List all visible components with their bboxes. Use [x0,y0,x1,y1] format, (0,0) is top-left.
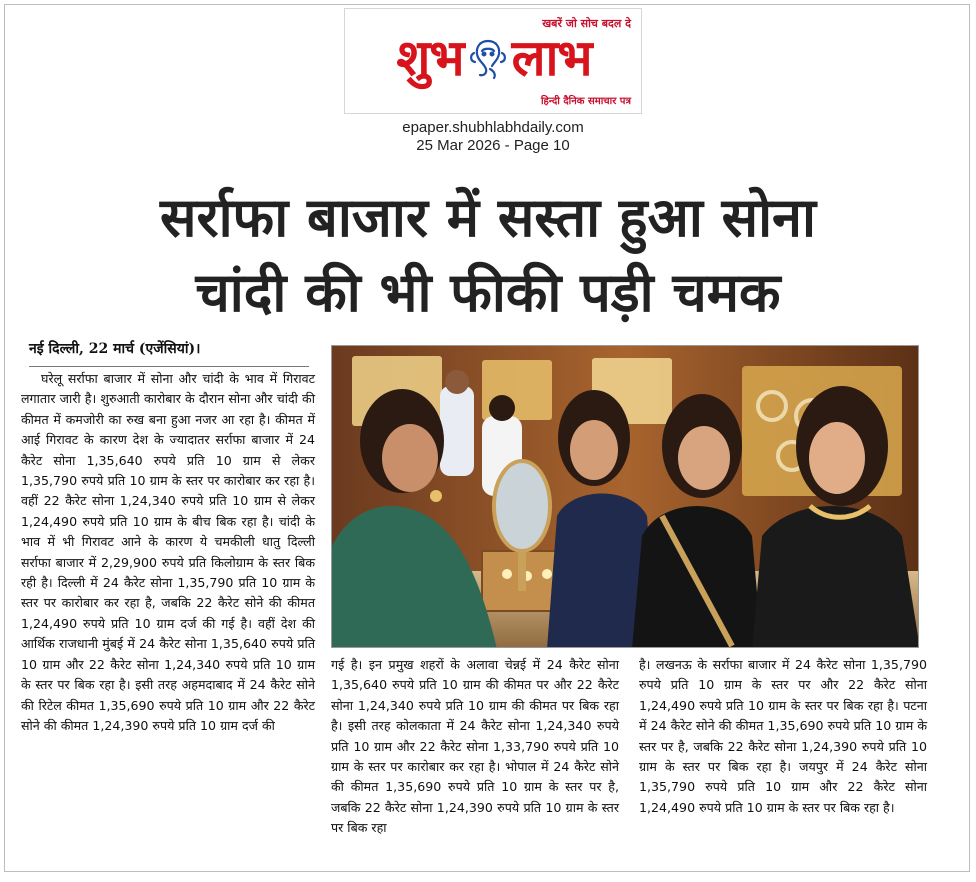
edition-date: 25 Mar 2026 - Page 10 [416,137,570,154]
headline-line-2: चांदी की भी फीकी पड़ी चमक [195,261,781,324]
edition-meta [344,119,642,155]
epaper-page [4,4,970,872]
article-column-3: है। लखनऊ के सर्राफा बाजार में 24 कैरेट सोना 1,35,790 रुपये प्रति 10 ग्राम के स्तर पर और 22 कैरेट सोना 1,24,490 रुपये प्रति 10 ग्राम के स्तर पर बिक रहा है। पटना में 24 कैरेट सोने की कीमत 1,35,690 रुपये प्रति 10 ग्राम के स्तर पर है, जबकि 22 कैरेट सोना 1,24,390 रुपये प्रति 10 ग्राम के स्तर पर बिक रहा है। जयपुर में 24 कैरेट सोना 1,35,790 रुपये प्रति 10 ग्राम और 22 कैरेट सोना 1,24,490 रुपये प्रति 10 ग्राम के स्तर पर बिक रहा है। [639,657,927,815]
logo-word-left: शुभ [396,28,464,87]
logo [353,27,635,89]
masthead-tagline: खबरें जो सोच बदल दे [542,17,631,30]
epaper-url[interactable]: epaper.shubhlabhdaily.com [402,119,584,136]
photo-illustration [332,346,919,648]
headline-line-1: सर्राफा बाजार में सस्ता हुआ सोना [159,186,817,249]
ganesha-emblem-icon [468,35,508,81]
masthead-subtag: हिन्दी दैनिक समाचार पत्र [540,96,631,107]
article-column-1: घरेलू सर्राफा बाजार में सोना और चांदी के भाव में गिरावट लगातार जारी है। शुरुआती कारोबार के दौरान सोना और चांदी की कीमत में कमजोरी का रुख बना हुआ नजर आ रहा है। कीमत में आई गिरावट के कारण देश के ज्यादातर सर्राफा बाजार में 24 कैरेट सोना 1,35,640 रुपये प्रति 10 ग्राम से लेकर 1,35,790 रुपये प्रति 10 ग्राम के स्तर पर कारोबार कर रहा है। वहीं 22 कैरेट सोना 1,24,340 रुपये प्रति 10 ग्राम से लेकर 1,24,490 रुपये प्रति 10 ग्राम के बीच बिक रहा है। चांदी के भाव में भी गिरावट आने के कारण ये चमकीली धातु दिल्ली सर्राफा बाजार में 2,29,900 रुपये प्रति किलोग्राम के स्तर बिक रही है। दिल्ली में 24 कैरेट सोना 1,35,790 प्रति 10 ग्राम के स्तर पर कारोबार कर रहा है, जबकि 22 कैरेट सोने की कीमत 1,24,490 रुपये प्रति 10 ग्राम दर्ज की गई है। वहीं देश की आर्थिक राजधानी मुंबई में 24 कैरेट सोना 1,35,640 रुपये प्रति 10 ग्राम और 22 कैरेट सोना 1,24,340 रुपये प्रति 10 ग्राम के स्तर पर बिक रहा है। इसी तरह अहमदाबाद में 24 कैरेट सोने की रिटेल कीमत 1,35,690 रुपये प्रति 10 ग्राम और 22 कैरेट सोने की कीमत 1,24,390 रुपये प्रति 10 ग्राम दर्ज की [21,371,315,733]
dateline: नई दिल्ली, 22 मार्च (एजेंसियां)। [29,339,309,367]
article-column-2: गई है। इन प्रमुख शहरों के अलावा चेन्नई में 24 कैरेट सोना 1,35,640 रुपये प्रति 10 ग्राम की कीमत पर और 22 कैरेट सोना 1,24,340 रुपये प्रति 10 ग्राम की कीमत पर बिक रहा है। इसी तरह कोलकाता में 24 कैरेट सोना 1,24,340 रुपये प्रति 10 ग्राम और 22 कैरेट सोना 1,33,790 रुपये प्रति 10 ग्राम के स्तर पर कारोबार कर रहा है। भोपाल में 24 कैरेट सोने की कीमत 1,35,690 रुपये प्रति 10 ग्राम के स्तर पर है, जबकि 22 कैरेट सोना 1,24,390 रुपये प्रति 10 ग्राम के स्तर पर बिक रहा [331,657,619,836]
jewellery-shop-photo [331,345,919,648]
masthead[interactable] [344,8,642,114]
logo-word-right: लाभ [511,28,592,87]
